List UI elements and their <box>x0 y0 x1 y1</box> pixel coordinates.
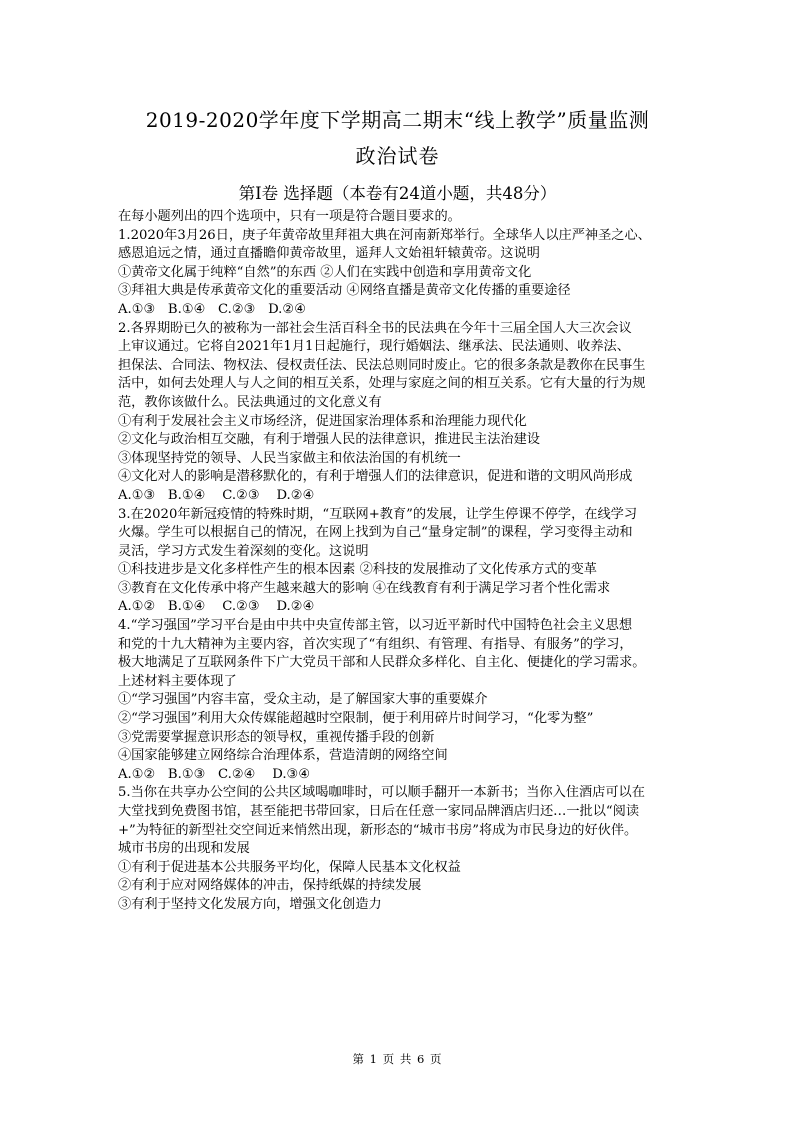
exam-title: 2019-2020学年度下学期高二期末“线上教学”质量监测 <box>145 108 650 132</box>
text-line: ④国家能够建立网络综合治理体系，营造清朗的网络空间 <box>118 748 448 764</box>
text-line: 灵活，学习方式发生着深刻的变化。这说明 <box>118 543 369 559</box>
exam-subject: 政治试卷 <box>355 144 440 168</box>
text-line: ②有利于应对网络媒体的冲击，保持纸媒的持续发展 <box>118 878 422 894</box>
text-line: ③党需要掌握意识形态的领导权，重视传播手段的创新 <box>118 729 435 745</box>
question-body <box>118 208 684 915</box>
answer-options: A.①③ B.①④ C.②③ D.②④ <box>118 301 307 317</box>
text-line: ①科技进步是文化多样性产生的根本因素 ②科技的发展推动了文化传承方式的变革 <box>118 562 597 578</box>
text-line: 大堂找到免费图书馆，甚至能把书带回家，日后在任意一家同品牌酒店归还…一批以“阅读 <box>118 804 640 819</box>
text-line: 上述材料主要体现了 <box>118 673 237 689</box>
text-line: ②文化与政治相互交融，有利于增强人民的法律意识，推进民主法治建设 <box>118 432 540 448</box>
text-line: 在每小题列出的四个选项中，只有一项是符合题目要求的。 <box>118 209 461 224</box>
text-line: 城市书房的出现和发展 <box>118 841 250 857</box>
text-line: ①“学习强国”内容丰富，受众主动，是了解国家大事的重要媒介 <box>118 692 488 708</box>
section-heading: 第Ⅰ卷 选择题（本卷有24道小题，共48分） <box>238 184 557 203</box>
text-line: ③有利于坚持文化发展方向，增强文化创造力 <box>118 896 382 912</box>
text-line: 1.2020年3月26日，庚子年黄帝故里拜祖大典在河南新郑举行。全球华人以庄严神圣之心、 <box>118 227 651 243</box>
text-line: ②“学习强国”利用大众传媒能超越时空限制，便于利用碎片时间学习，“化零为整” <box>118 711 594 727</box>
text-line: 3.在2020年新冠疫情的特殊时期，“互联网+教育”的发展，让学生停课不停学，在线学习 <box>118 506 638 522</box>
text-line: ④文化对人的影响是潜移默化的，有利于增强人们的法律意识，促进和谐的文明风尚形成 <box>118 469 633 485</box>
answer-options: A.①② B.①④ C.②③ D.②④ <box>118 599 315 615</box>
page-number: 第 1 页 共 6 页 <box>352 1052 443 1066</box>
text-line: 活中，如何去处理人与人之间的相互关系，处理与家庭之间的相互关系。它有大量的行为规 <box>118 376 646 392</box>
text-line: 2.各界期盼已久的被称为一部社会生活百科全书的民法典在今年十三届全国人大三次会议 <box>118 320 632 336</box>
text-line: 4.“学习强国”学习平台是由中共中央宣传部主管，以习近平新时代中国特色社会主义思想 <box>118 618 632 634</box>
text-line: ③体现坚持党的领导、人民当家做主和依法治国的有机统一 <box>118 450 461 466</box>
text-line: 担保法、合同法、物权法、侵权责任法、民法总则同时废止。它的很多条款是教你在民事生 <box>118 357 646 373</box>
text-line: 火爆。学生可以根据自己的情况，在网上找到为自己“量身定制”的课程，学习变得主动和 <box>118 525 633 541</box>
text-line: ③教育在文化传承中将产生越来越大的影响 ④在线教育有利于满足学习者个性化需求 <box>118 580 611 596</box>
text-line: 范，教你该做什么。民法典通过的文化意义有 <box>118 394 382 410</box>
text-line: ①黄帝文化属于纯粹“自然”的东西 ②人们在实践中创造和享用黄帝文化 <box>118 264 532 280</box>
text-line: 5.当你在共享办公空间的公共区域喝咖啡时，可以顺手翻开一本新书；当你入住酒店可以在 <box>118 785 645 801</box>
text-line: 和党的十九大精神为主要内容，首次实现了“有组织、有管理、有指导、有服务”的学习， <box>118 636 633 652</box>
text-line: +”为特征的新型社交空间近来悄然出现，新形态的“城市书房”将成为市民身边的好伙伴。 <box>118 822 638 838</box>
text-line: 上审议通过。它将自2021年1月1日起施行，现行婚姻法、继承法、民法通则、收养法、 <box>118 339 630 355</box>
answer-options: A.①③ B.①④ C.②③ D.②④ <box>118 487 315 503</box>
text-line: ①有利于发展社会主义市场经济，促进国家治理体系和治理能力现代化 <box>118 413 527 429</box>
text-line: ③拜祖大典是传承黄帝文化的重要活动 ④网络直播是黄帝文化传播的重要途径 <box>118 283 571 299</box>
text-line: 极大地满足了互联网条件下广大党员干部和人民群众多样化、自主化、便捷化的学习需求。 <box>118 655 646 671</box>
text-line: ①有利于促进基本公共服务平均化，保障人民基本文化权益 <box>118 859 461 875</box>
answer-options: A.①② B.①③ C.②④ D.③④ <box>118 766 311 782</box>
text-line: 感恩追远之情，通过直播瞻仰黄帝故里，遥拜人文始祖轩辕黄帝。这说明 <box>118 246 540 262</box>
